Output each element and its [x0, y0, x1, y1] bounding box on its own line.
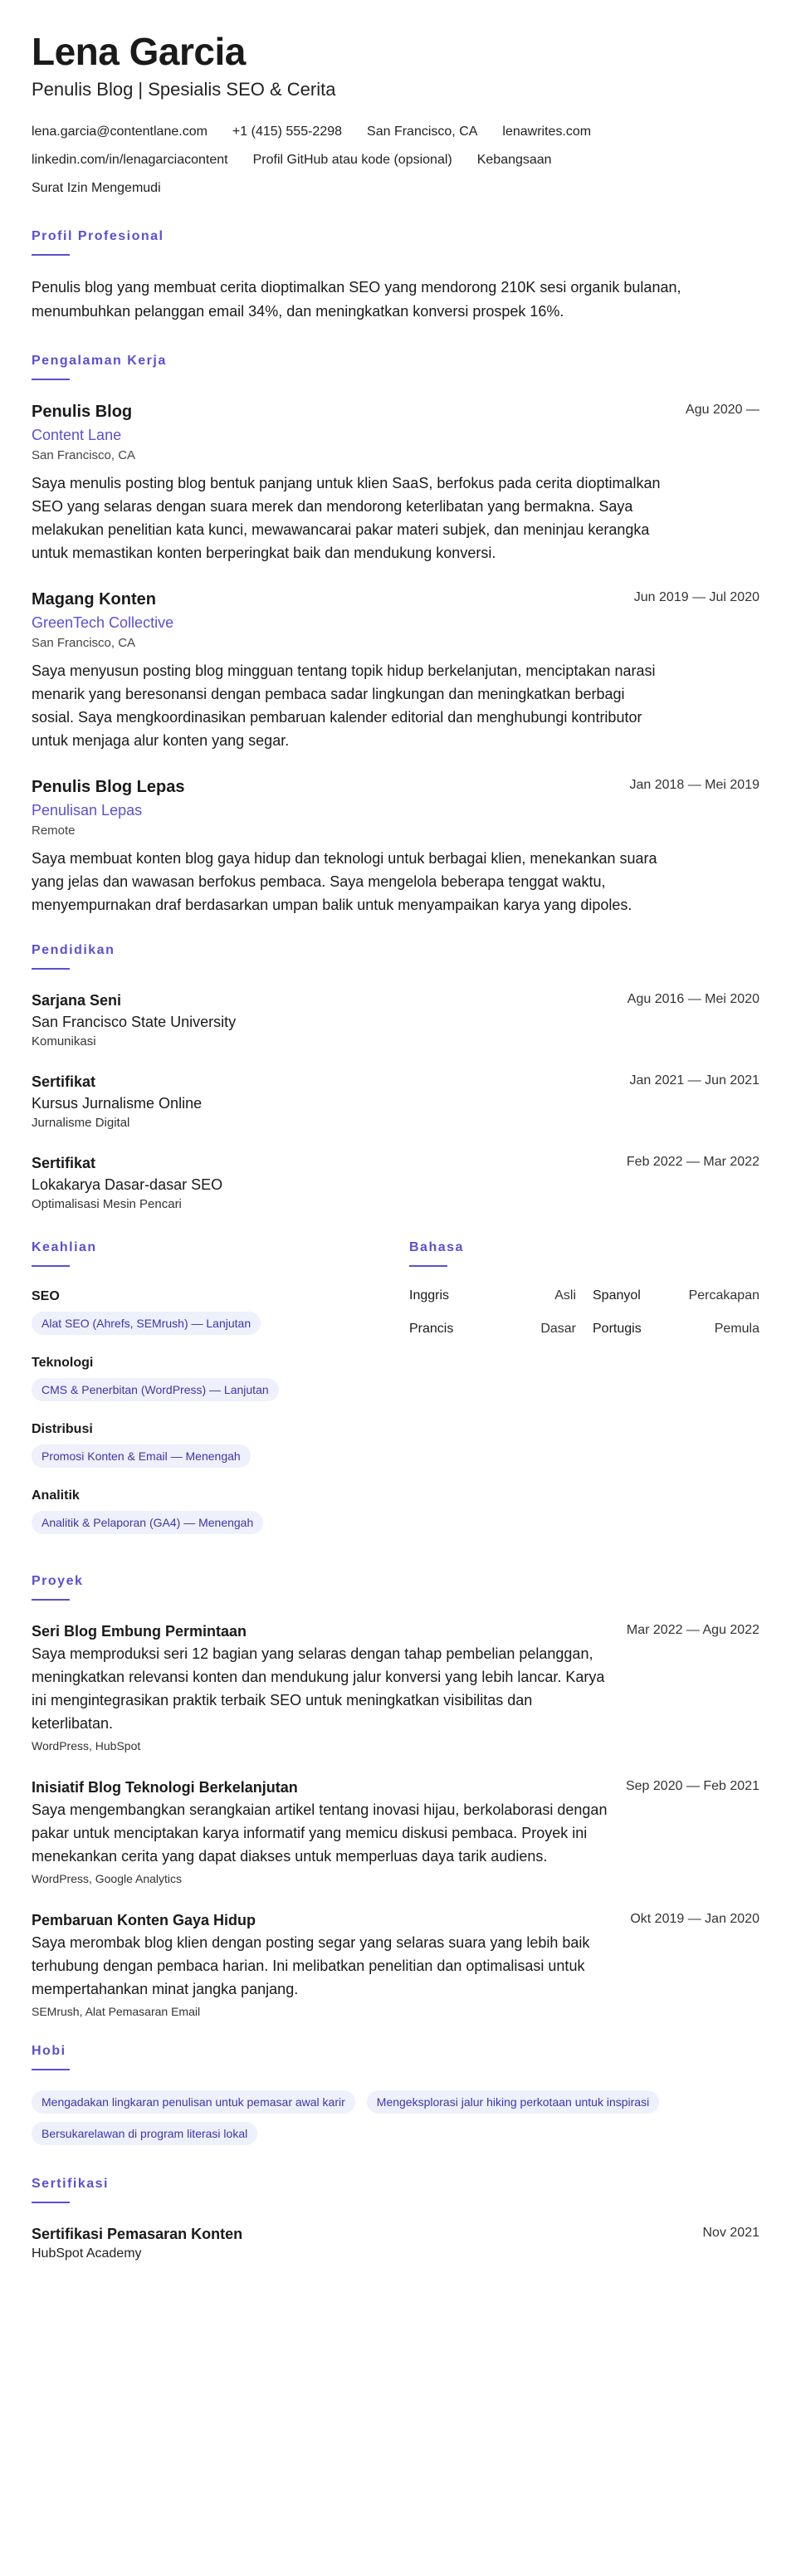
job-description: Saya menyusun posting blog mingguan tentang topik hidup berkelanjutan, menciptakan narasi menarik yang beresonansi dengan pembaca sadar lingkungan dan meningkatkan berbagi sosial. Saya mengkoordinasikan pembaruan kalender editorial dan menghubungi kontributor untuk menjaga alur konten yang segar. — [32, 662, 656, 749]
institution: San Francisco State University — [32, 1014, 237, 1030]
contact-github[interactable]: Profil GitHub atau kode (opsional) — [252, 153, 452, 167]
experience-entry — [32, 588, 759, 752]
project-description: Saya memproduksi seri 12 bagian yang selaras dengan tahap pembelian pelanggan, meningkatkan relevansi konten dan mendukung jalur konversi yang lebih lancar. Karya ini mengintegrasikan praktik terbaik SEO untuk meningkatkan visibilitas dan keterlibatan. — [32, 1645, 605, 1732]
contact-email[interactable]: lena.garcia@contentlane.com — [32, 125, 208, 139]
degree: Sertifikat — [32, 1155, 96, 1171]
education-section — [32, 941, 759, 1214]
skill-name: Distribusi — [32, 1422, 93, 1436]
project-dates: Sep 2020 — Feb 2021 — [625, 1779, 759, 1793]
field-of-study: Jurnalisme Digital — [32, 1116, 130, 1130]
project-entry — [32, 1777, 759, 1888]
language-item — [593, 1287, 759, 1305]
project-tools: SEMrush, Alat Pemasaran Email — [32, 2005, 201, 2018]
header — [32, 30, 759, 203]
skill-group — [32, 1420, 409, 1468]
section-title: Keahlian — [32, 1240, 97, 1254]
job-location: Remote — [32, 824, 76, 838]
hobbies-section — [32, 2042, 759, 2153]
skills-section — [32, 1239, 409, 1552]
projects-section — [32, 1572, 759, 2021]
degree: Sertifikat — [32, 1073, 96, 1090]
resume — [32, 30, 759, 2263]
field-of-study: Komunikasi — [32, 1034, 96, 1048]
skill-group — [32, 1287, 409, 1335]
company-name: Content Lane — [32, 427, 122, 443]
language-item — [409, 1287, 576, 1305]
project-description: Saya merombak blog klien dengan posting segar yang selaras suara yang lebih baik terhubung dengan pembaca harian. Ini melibatkan penelitian dan optimalisasi untuk mempertahankan minat jangka panjang. — [32, 1934, 590, 1997]
language-name: Portugis — [593, 1322, 642, 1336]
contact-nationality: Kebangsaan — [476, 153, 552, 167]
certification-name: Sertifikasi Pemasaran Konten — [32, 2226, 243, 2242]
project-tools: WordPress, Google Analytics — [32, 1872, 183, 1885]
skill-group — [32, 1353, 409, 1401]
candidate-name: Lena Garcia — [32, 30, 246, 73]
contact-list — [32, 118, 712, 203]
language-name: Inggris — [409, 1288, 450, 1303]
section-divider — [32, 968, 70, 970]
skill-name: SEO — [32, 1289, 60, 1303]
degree: Sarjana Seni — [32, 992, 122, 1009]
section-divider — [32, 2202, 70, 2203]
contact-linkedin[interactable]: linkedin.com/in/lenagarciacontent — [32, 153, 228, 167]
job-dates: Jun 2019 — Jul 2020 — [633, 590, 759, 604]
language-level: Percakapan — [688, 1288, 759, 1303]
job-location: San Francisco, CA — [32, 448, 136, 462]
skills-languages-row — [32, 1239, 759, 1552]
contact-location: San Francisco, CA — [367, 125, 478, 139]
hobby-pill: Mengadakan lingkaran penulisan untuk pemasar awal karir — [32, 2090, 355, 2114]
skill-group — [32, 1486, 409, 1534]
education-dates: Agu 2016 — Mei 2020 — [627, 992, 759, 1006]
language-level: Asli — [554, 1288, 576, 1303]
skill-name: Teknologi — [32, 1356, 94, 1370]
job-description: Saya membuat konten blog gaya hidup dan teknologi untuk berbagai klien, menekankan suara yang jelas dan wawasan berfokus pembaca. Saya mengelola beberapa tenggat waktu, menyempurnakan draf berdasarkan umpan balik untuk menyampaikan karya yang dipoles. — [32, 850, 657, 913]
job-title: Magang Konten — [32, 590, 156, 609]
language-item — [593, 1320, 759, 1338]
hobby-pill: Bersukarelawan di program literasi lokal — [32, 2122, 257, 2145]
project-name: Inisiatif Blog Teknologi Berkelanjutan — [32, 1779, 298, 1796]
language-item — [409, 1320, 576, 1338]
contact-website[interactable]: lenawrites.com — [502, 125, 592, 139]
job-title: Penulis Blog Lepas — [32, 778, 185, 796]
headline: Penulis Blog | Spesialis SEO & Cerita — [32, 79, 336, 100]
summary-text: Penulis blog yang membuat cerita dioptimalkan SEO yang mendorong 210K sesi organik bulanan, menumbuhkan pelanggan email 34%, dan meningkatkan konversi prospek 16%. — [32, 279, 681, 320]
hobby-list — [32, 2090, 762, 2153]
institution: Lokakarya Dasar-dasar SEO — [32, 1176, 223, 1193]
experience-section — [32, 352, 759, 917]
project-dates: Mar 2022 — Agu 2022 — [626, 1623, 759, 1637]
section-divider — [409, 1265, 447, 1267]
skill-name: Analitik — [32, 1488, 80, 1503]
section-divider — [32, 2069, 70, 2070]
section-title: Bahasa — [409, 1240, 464, 1254]
section-title: Profil Profesional — [32, 229, 164, 243]
experience-entry — [32, 775, 759, 917]
language-name: Spanyol — [593, 1288, 641, 1303]
language-list — [409, 1287, 759, 1338]
education-entry — [32, 1071, 759, 1132]
section-title: Pendidikan — [32, 943, 115, 957]
certification-issuer: HubSpot Academy — [32, 2246, 142, 2261]
company-name: GreenTech Collective — [32, 614, 174, 631]
language-level: Pemula — [714, 1322, 759, 1336]
section-divider — [32, 1599, 70, 1601]
section-title: Hobi — [32, 2044, 66, 2058]
education-entry — [32, 1152, 759, 1214]
contact-phone[interactable]: +1 (415) 555-2298 — [232, 125, 343, 139]
project-tools: WordPress, HubSpot — [32, 1739, 141, 1752]
section-divider — [32, 1265, 70, 1267]
experience-entry — [32, 400, 759, 565]
certifications-section — [32, 2175, 759, 2263]
skill-pill: Alat SEO (Ahrefs, SEMrush) — Lanjutan — [32, 1312, 261, 1335]
skill-pill: CMS & Penerbitan (WordPress) — Lanjutan — [32, 1378, 279, 1401]
skill-pill: Analitik & Pelaporan (GA4) — Menengah — [32, 1511, 263, 1534]
education-dates: Feb 2022 — Mar 2022 — [626, 1155, 759, 1169]
job-dates: Jan 2018 — Mei 2019 — [629, 778, 759, 792]
summary-section — [32, 227, 759, 324]
project-name: Pembaruan Konten Gaya Hidup — [32, 1912, 256, 1928]
languages-section — [409, 1239, 759, 1552]
field-of-study: Optimalisasi Mesin Pencari — [32, 1197, 182, 1211]
project-entry — [32, 1909, 759, 2021]
skill-pill: Promosi Konten & Email — Menengah — [32, 1444, 251, 1468]
certification-date: Nov 2021 — [702, 2226, 759, 2240]
job-description: Saya menulis posting blog bentuk panjang untuk klien SaaS, berfokus pada cerita dioptimalkan SEO yang selaras dengan suara merek dan mendorong keterlibatan yang bermakna. Saya melakukan penelitian kata kunci, mewawancarai pakar materi subjek, dan meninjau kerangka untuk memastikan konten berperingkat baik dan mendukung konversi. — [32, 475, 661, 561]
hobby-pill: Mengeksplorasi jalur hiking perkotaan untuk inspirasi — [367, 2090, 659, 2114]
contact-license: Surat Izin Mengemudi — [32, 181, 161, 195]
section-title: Pengalaman Kerja — [32, 354, 167, 368]
company-name: Penulisan Lepas — [32, 802, 143, 819]
education-entry — [32, 990, 759, 1051]
job-location: San Francisco, CA — [32, 636, 136, 650]
language-name: Prancis — [409, 1322, 454, 1336]
section-title: Sertifikasi — [32, 2177, 109, 2191]
project-description: Saya mengembangkan serangkaian artikel tentang inovasi hijau, berkolaborasi dengan pakar untuk menciptakan karya informatif yang memicu diskusi pembaca. Proyek ini menekankan cerita yang dapat diakses untuk memperluas daya tarik audiens. — [32, 1801, 608, 1865]
project-dates: Okt 2019 — Jan 2020 — [630, 1912, 759, 1926]
section-divider — [32, 379, 70, 380]
project-entry — [32, 1620, 759, 1755]
project-name: Seri Blog Embung Permintaan — [32, 1623, 247, 1640]
job-title: Penulis Blog — [32, 403, 133, 421]
institution: Kursus Jurnalisme Online — [32, 1095, 203, 1112]
job-dates: Agu 2020 — — [686, 403, 759, 417]
section-divider — [32, 254, 70, 256]
education-dates: Jan 2021 — Jun 2021 — [629, 1073, 759, 1088]
certification-entry — [32, 2223, 759, 2263]
section-title: Proyek — [32, 1574, 84, 1588]
language-level: Dasar — [540, 1322, 576, 1336]
